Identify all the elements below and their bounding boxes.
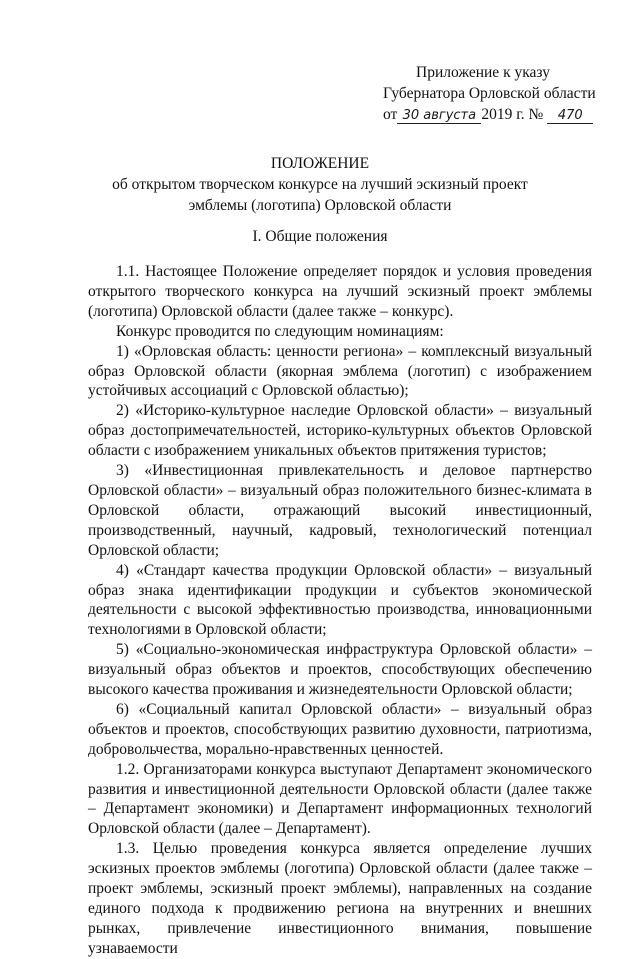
appendix-note [383, 62, 596, 125]
document-subtitle-line-2: эмблемы (логотипа) Орловской области [188, 197, 452, 214]
date-suffix: 2019 г. № [481, 106, 544, 123]
paragraph-nomination-5: 5) «Социально-экономическая инфраструктура Орловской области» – визуальный образ объектов и проектов, способствующих обеспечению высокого качества проживания и жизнедеятельности Орловской области; [88, 641, 592, 699]
handwritten-number: 470 [547, 108, 593, 124]
paragraph-nomination-3: 3) «Инвестиционная привлекательность и деловое партнерство Орловской области» – визуальный образ положительного бизнес-климата в Орловской области, отражающий высокий инвестиционный, производственный, научный, кадровый, технологический потенциал Орловской области; [88, 462, 592, 559]
paragraph-nomination-2: 2) «Историко-культурное наследие Орловской области» – визуальный образ достопримечательностей, историко-культурных объектов Орловской области с изображением уникальных объектов притяжения туристов; [88, 402, 592, 460]
document-body [88, 262, 592, 959]
date-prefix: от [383, 106, 398, 123]
paragraph-1-1: 1.1. Настоящее Положение определяет порядок и условия проведения открытого творческого конкурса на лучший эскизный проект эмблемы (логотипа) Орловской области (далее также – конкурс). [88, 263, 592, 320]
section-heading: I. Общие положения [252, 228, 388, 245]
paragraph-nomination-6: 6) «Социальный капитал Орловской области» – визуальный образ объектов и проектов, способствующих развитию духовности, патриотизма, добровольчества, морально-нравственных ценностей. [88, 700, 592, 758]
paragraph-nomination-4: 4) «Стандарт качества продукции Орловской области» – визуальный образ знака идентификации продукции и субъектов экономической деятельности с высокой эффективностью производства, инновационными технологиями в Орловской области; [88, 561, 592, 639]
paragraph-nomination-1: 1) «Орловская область: ценности региона» – комплексный визуальный образ Орловской области (якорная эмблема (логотип) с изображением устойчивых ассоциаций с Орловской областью); [88, 342, 592, 400]
document-subtitle-line-1: об открытом творческом конкурсе на лучший эскизный проект [112, 176, 528, 193]
paragraph-nominations-intro: Конкурс проводится по следующим номинациям: [116, 322, 444, 340]
handwritten-date: 30 августа [397, 108, 481, 124]
document-title: ПОЛОЖЕНИЕ [270, 155, 370, 172]
appendix-date-line [383, 104, 593, 125]
paragraph-1-2: 1.2. Организаторами конкурса выступают Департамент экономического развития и инвестиционной деятельности Орловской области (далее также – Департамент экономики) и Департамент информационных технологий Орловской области (далее – Департамент). [88, 760, 592, 838]
paragraph-1-3: 1.3. Целью проведения конкурса является определение лучших эскизных проектов эмблемы (логотипа) Орловской области (далее также – проект эмблемы, эскизный проект эмблемы), направленных на создание единого подхода к продвижению региона на внутренних и внешних рынках, привлечение инвестиционного внимания, повышение узнаваемости [88, 840, 592, 957]
appendix-line-2: Губернатора Орловской области [383, 85, 596, 102]
appendix-line-1: Приложение к указу [416, 64, 550, 81]
